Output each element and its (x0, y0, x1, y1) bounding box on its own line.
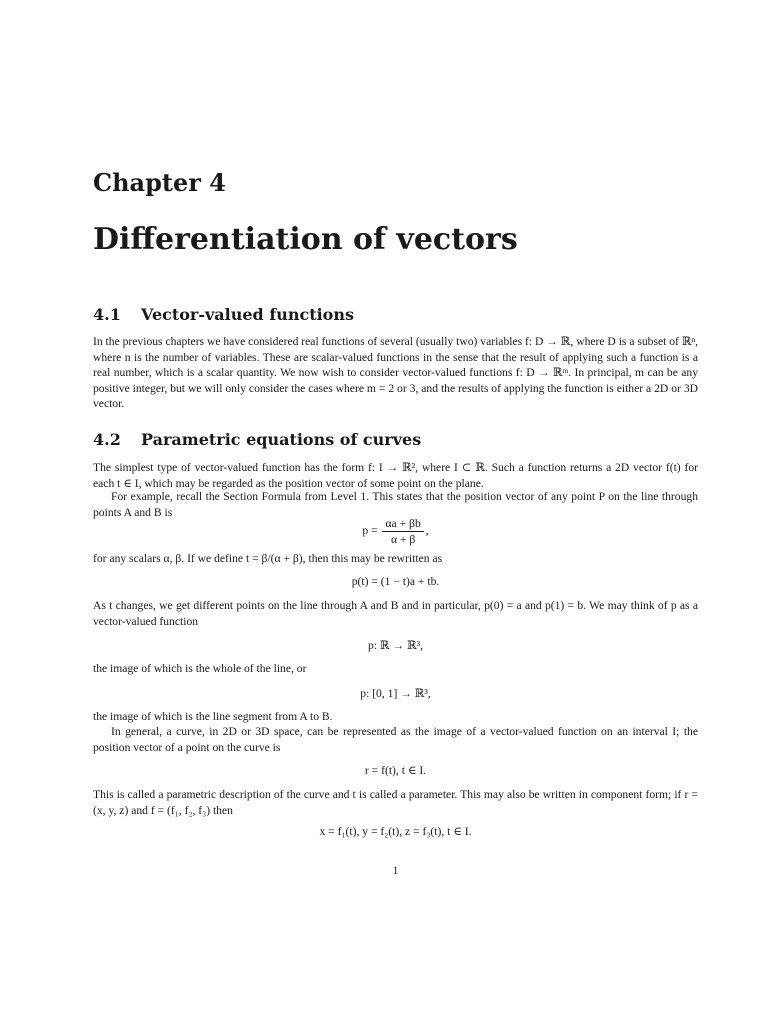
equation-component-form: x = f₁(t), y = f₂(t), z = f₃(t), t ∈ I. (319, 825, 472, 838)
paragraph-parametric-description: This is called a parametric description of the curve and t is called a parameter. This may also be written in component form; if r = (x, y, z) and f = (f₁, f₂, f₃) then (93, 788, 698, 817)
chapter-title: Differentiation of vectors (93, 222, 518, 257)
equation-section-formula (93, 516, 698, 547)
paragraph-section-formula: For example, recall the Section Formula from Level 1. This states that the position vector of any point P on the line through points A and B is (93, 490, 698, 519)
equation-parametric-line: p(t) = (1 − t)a + tb. (351, 575, 440, 588)
equation-tail: , (425, 524, 429, 538)
paragraph-scalars: for any scalars α, β. If we define t = β/(α + β), then this may be rewritten as (93, 552, 443, 565)
section-title: Parametric equations of curves (141, 430, 422, 449)
paragraph-vector-valued-intro: In the previous chapters we have considered real functions of several (usually two) variables f: D → ℝ, where D is a subset of ℝⁿ, where n is the number of variables. These are scalar-valued functions in the sense that the result of applying such a function is a real number, which is a scalar quantity. We now wish to consider vector-valued functions f: D → ℝᵐ. In principal, m can be any positive integer, but we will only consider the cases where m = 2 or 3, and the results of applying the function is either a 2D or 3D vector. (93, 335, 698, 410)
fraction-denominator: α + β (390, 533, 416, 546)
fraction-numerator: αa + βb (382, 516, 423, 532)
section-title: Vector-valued functions (141, 305, 354, 324)
equation-map-interval-r3: p: [0, 1] → ℝ³, (360, 687, 431, 700)
equation-lhs: p = (362, 524, 378, 538)
chapter-label: Chapter 4 (93, 168, 226, 197)
fraction (382, 516, 423, 547)
equation-r-equals-f: r = f(t), t ∈ I. (364, 764, 427, 777)
section-number: 4.2 (93, 430, 121, 449)
paragraph-line-segment: the image of which is the line segment from A to B. (93, 710, 333, 723)
page-number: 1 (392, 864, 399, 877)
paragraph-simplest-type: The simplest type of vector-valued function has the form f: I → ℝ², where I ⊂ ℝ. Such a function returns a 2D vector f(t) for each t ∈ I, which may be regarded as the position vector of some point on the plane. (93, 461, 698, 490)
section-heading-4-1 (93, 305, 354, 324)
paragraph-whole-line: the image of which is the whole of the line, or (93, 662, 307, 675)
section-number: 4.1 (93, 305, 121, 324)
paragraph-t-changes: As t changes, we get different points on the line through A and B and in particular, p(0) = a and p(1) = b. We may think of p as a vector-valued function (93, 599, 698, 628)
paragraph-general-curve: In general, a curve, in 2D or 3D space, can be represented as the image of a vector-valued function on an interval I; the position vector of a point on the curve is (93, 725, 698, 754)
equation-map-r-r3: p: ℝ → ℝ³, (368, 639, 423, 652)
section-heading-4-2 (93, 430, 421, 449)
